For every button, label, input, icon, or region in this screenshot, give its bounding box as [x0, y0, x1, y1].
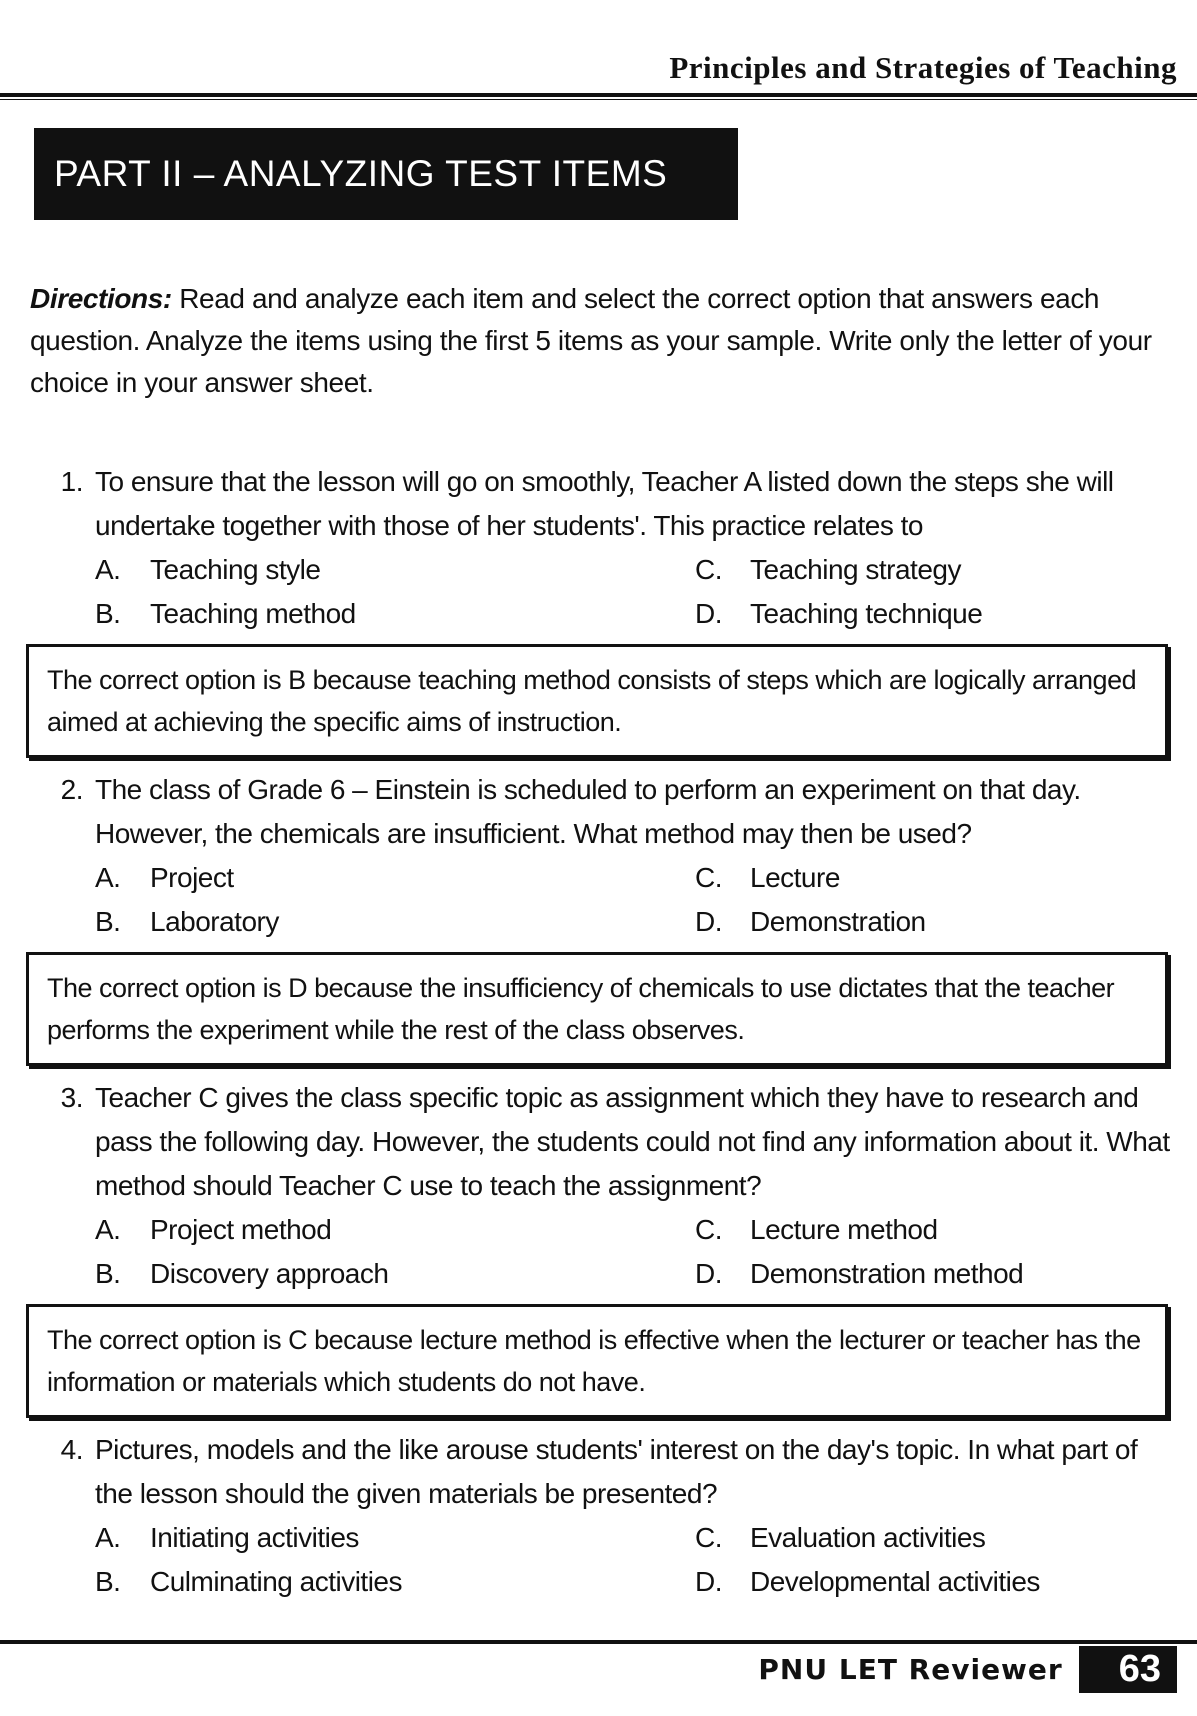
- option: [695, 1208, 1145, 1252]
- option: [95, 592, 695, 636]
- option-text: Lecture: [750, 862, 840, 893]
- option-letter: C.: [695, 862, 722, 893]
- test-item: [30, 768, 1180, 1066]
- option: [695, 1252, 1145, 1296]
- option-text: Culminating activities: [150, 1566, 402, 1597]
- question-stem: [30, 460, 1180, 548]
- option-text: Developmental activities: [750, 1566, 1040, 1597]
- option-text: Laboratory: [150, 906, 279, 937]
- footer-rule: [0, 1640, 1197, 1644]
- option-text: Project: [150, 862, 234, 893]
- option-text: Demonstration: [750, 906, 926, 937]
- option: [695, 1516, 1145, 1560]
- option: [695, 548, 1145, 592]
- question-stem: [30, 1428, 1180, 1516]
- option-list: [95, 856, 1180, 944]
- option: [95, 1516, 695, 1560]
- option-letter: A.: [95, 862, 121, 893]
- test-item: [30, 1428, 1180, 1604]
- option: [95, 548, 695, 592]
- option-letter: C.: [695, 554, 722, 585]
- test-items: [30, 460, 1180, 1604]
- option-list: [95, 1208, 1180, 1296]
- footer-brand: PNU LET Reviewer: [758, 1653, 1063, 1686]
- option: [95, 1208, 695, 1252]
- option-letter: C.: [695, 1214, 722, 1245]
- test-item: [30, 1076, 1180, 1418]
- question-text: Pictures, models and the like arouse students' interest on the day's topic. In what part of the lesson should the given materials be presented?: [95, 1434, 1138, 1509]
- option-text: Project method: [150, 1214, 332, 1245]
- option: [95, 1252, 695, 1296]
- part-banner: PART II – ANALYZING TEST ITEMS: [34, 128, 738, 220]
- question-number: 4.: [60, 1434, 83, 1465]
- option: [95, 1560, 695, 1604]
- page-number: 63: [1079, 1646, 1177, 1693]
- option-letter: D.: [695, 1258, 722, 1289]
- option-text: Discovery approach: [150, 1258, 389, 1289]
- option-text: Demonstration method: [750, 1258, 1024, 1289]
- option-letter: A.: [95, 554, 121, 585]
- question-text: To ensure that the lesson will go on smoothly, Teacher A listed down the steps she will undertake together with those of her students'. This practice relates to: [95, 466, 1114, 541]
- option: [95, 856, 695, 900]
- question-text: The class of Grade 6 – Einstein is scheduled to perform an experiment on that day. However, the chemicals are insufficient. What method may then be used?: [95, 774, 1081, 849]
- option-letter: D.: [695, 906, 722, 937]
- directions: [30, 278, 1180, 404]
- answer-explanation-box: The correct option is C because lecture method is effective when the lecturer or teacher has the information or materials which students do not have.: [26, 1304, 1168, 1418]
- option-letter: C.: [695, 1522, 722, 1553]
- option: [695, 592, 1145, 636]
- option-text: Lecture method: [750, 1214, 938, 1245]
- question-stem: [30, 1076, 1180, 1208]
- option: [695, 856, 1145, 900]
- test-item: [30, 460, 1180, 758]
- answer-explanation-box: The correct option is D because the insufficiency of chemicals to use dictates that the teacher performs the experiment while the rest of the class observes.: [26, 952, 1168, 1066]
- option-letter: B.: [95, 1258, 121, 1289]
- option-text: Teaching style: [150, 554, 321, 585]
- option: [95, 900, 695, 944]
- option-text: Initiating activities: [150, 1522, 359, 1553]
- question-number: 1.: [60, 466, 83, 497]
- option: [695, 1560, 1145, 1604]
- directions-label: Directions:: [30, 283, 172, 314]
- footer: [758, 1646, 1177, 1693]
- option-text: Teaching method: [150, 598, 356, 629]
- option-letter: A.: [95, 1522, 121, 1553]
- answer-explanation-box: The correct option is B because teaching method consists of steps which are logically arranged aimed at achieving the specific aims of instruction.: [26, 644, 1168, 758]
- option-letter: B.: [95, 1566, 121, 1597]
- option-letter: B.: [95, 906, 121, 937]
- running-header: Principles and Strategies of Teaching: [669, 50, 1177, 85]
- option-letter: B.: [95, 598, 121, 629]
- option-list: [95, 1516, 1180, 1604]
- question-number: 3.: [60, 1082, 83, 1113]
- option: [695, 900, 1145, 944]
- option-text: Teaching strategy: [750, 554, 961, 585]
- option-text: Evaluation activities: [750, 1522, 986, 1553]
- option-list: [95, 548, 1180, 636]
- header-rule: [0, 93, 1197, 100]
- question-stem: [30, 768, 1180, 856]
- option-text: Teaching technique: [750, 598, 983, 629]
- directions-text: Read and analyze each item and select the correct option that answers each question. Analyze the items using the first 5 items as your sample. Write only the letter of your choice in your answer sheet.: [30, 283, 1152, 398]
- option-letter: D.: [695, 1566, 722, 1597]
- question-number: 2.: [60, 774, 83, 805]
- option-letter: D.: [695, 598, 722, 629]
- question-text: Teacher C gives the class specific topic as assignment which they have to research and pass the following day. However, the students could not find any information about it. What method should Teacher C use to teach the assignment?: [95, 1082, 1170, 1201]
- option-letter: A.: [95, 1214, 121, 1245]
